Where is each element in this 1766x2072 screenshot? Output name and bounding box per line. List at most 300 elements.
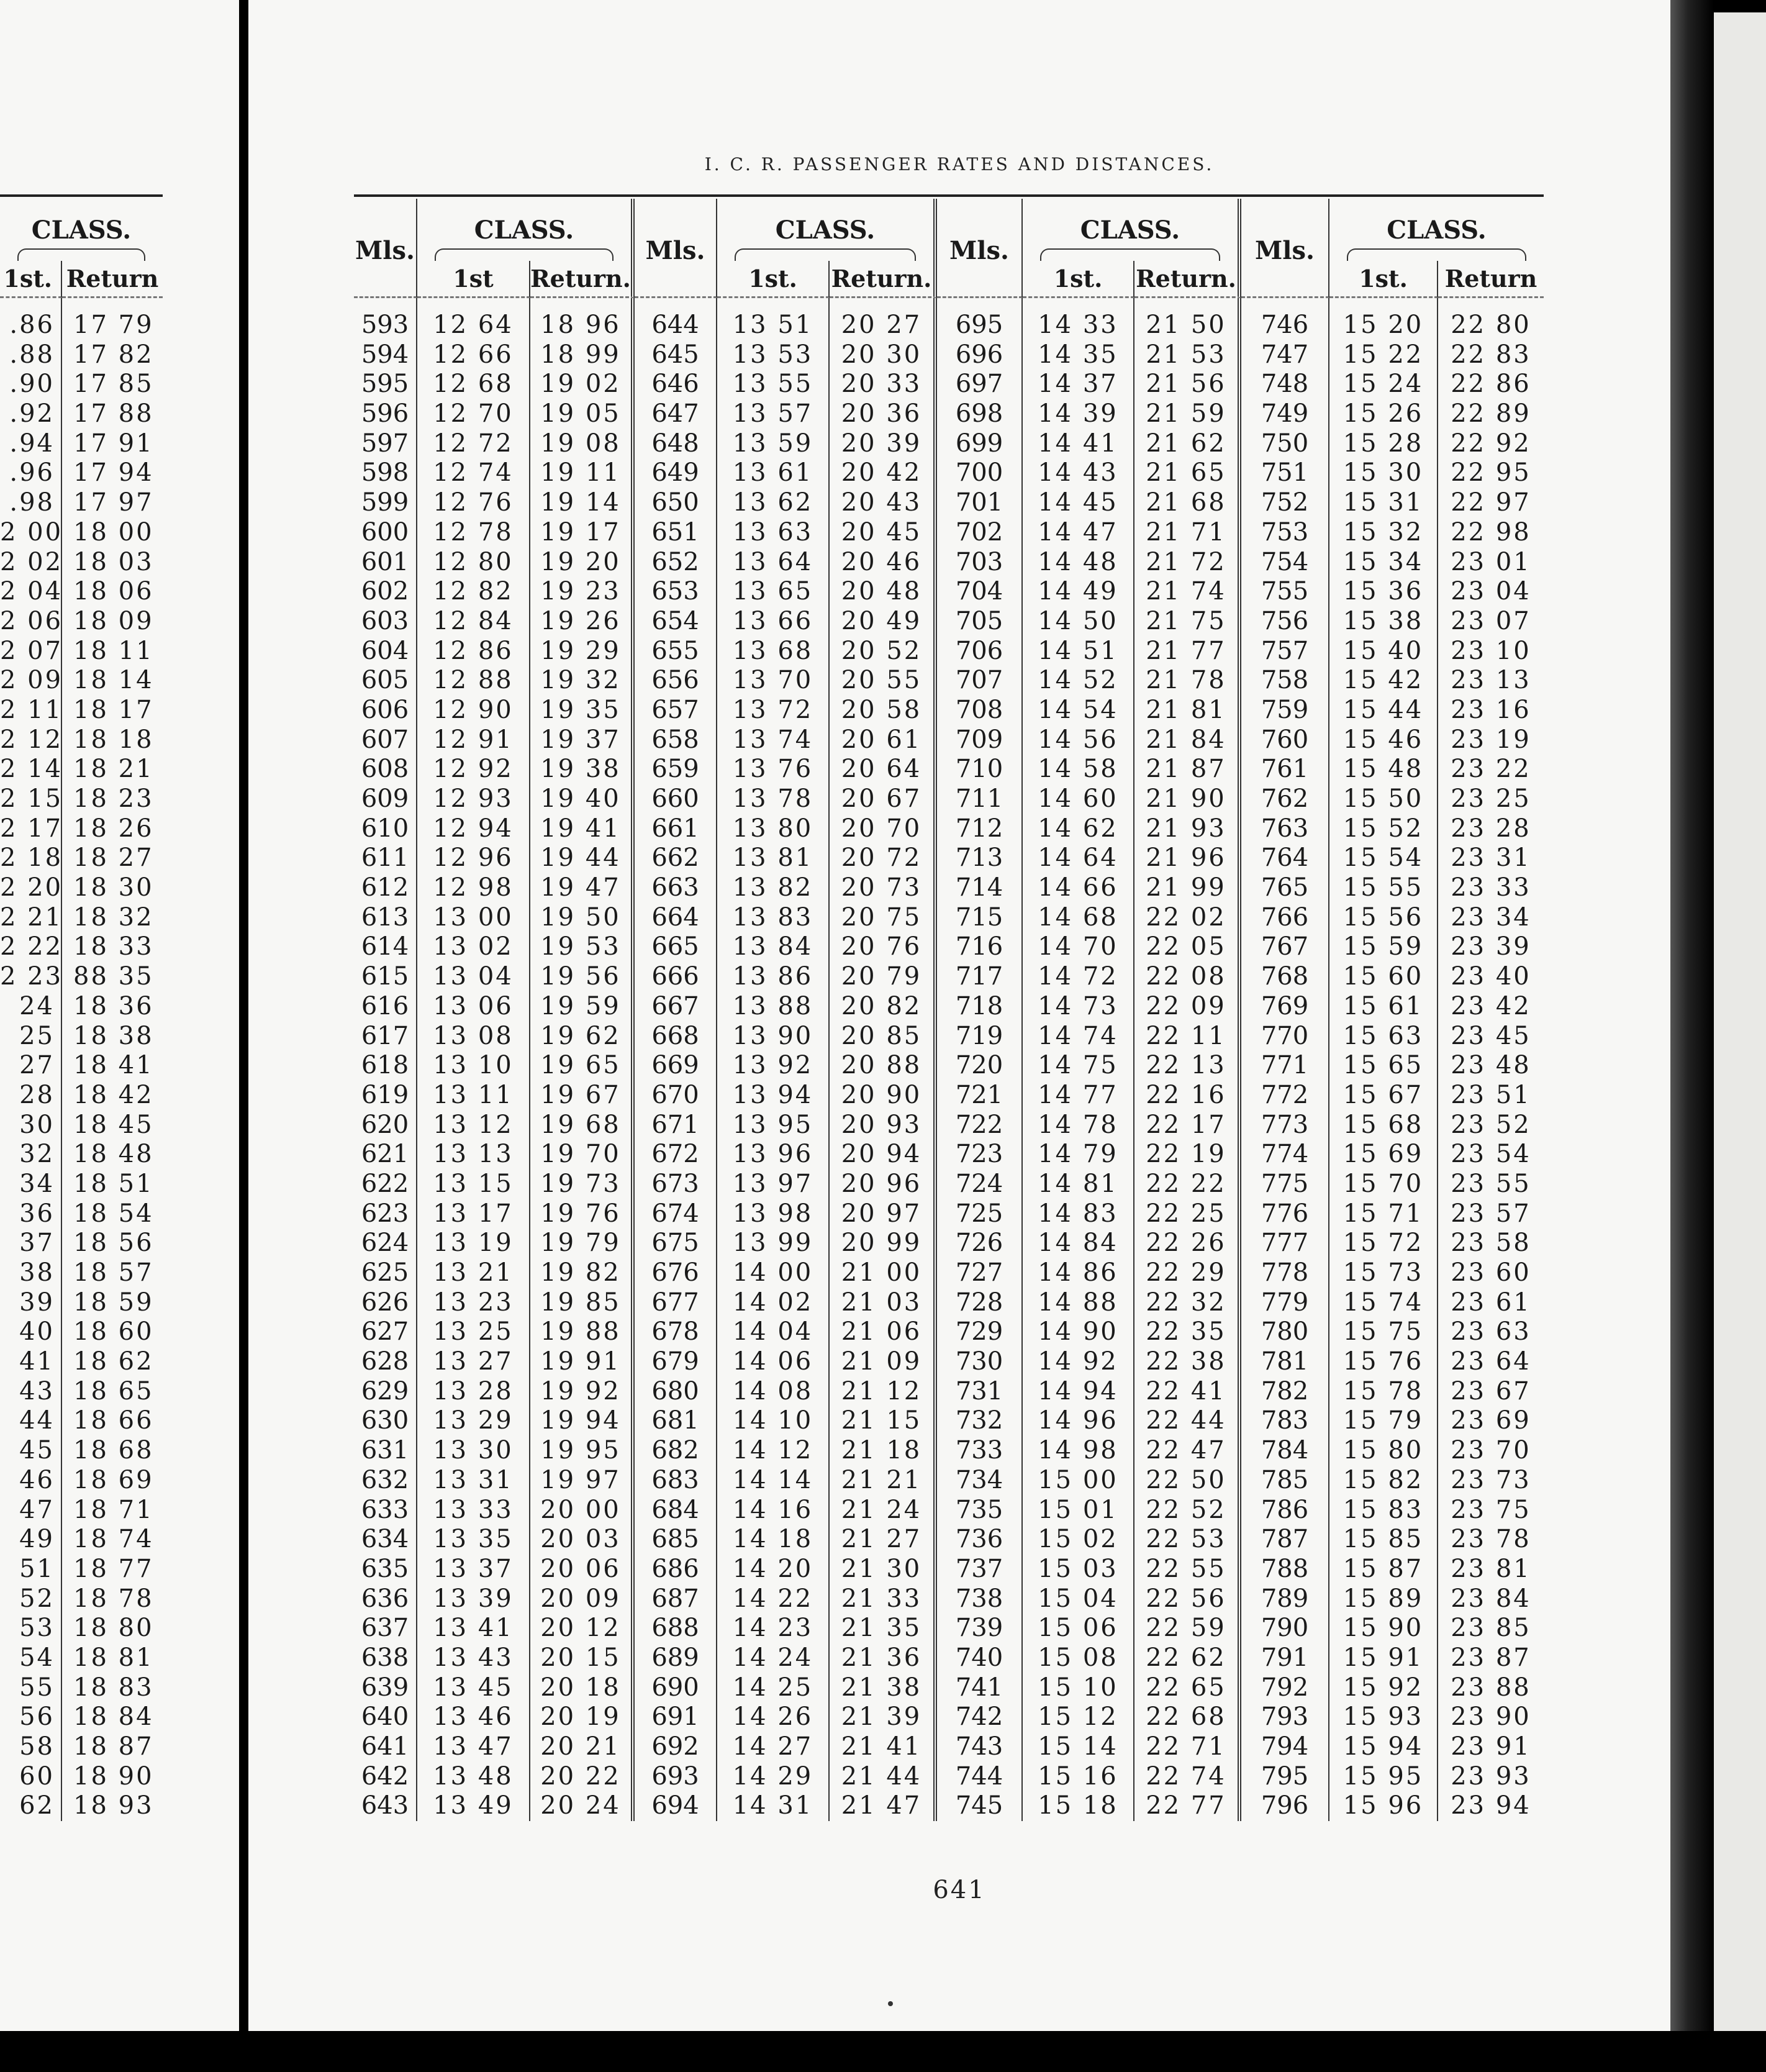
- table-cell: 14 72: [1038, 962, 1118, 991]
- table-cell: 620: [361, 1110, 409, 1139]
- table-cell: 23 16: [1451, 695, 1531, 724]
- table-cell: 21 09: [841, 1347, 922, 1376]
- table-cell: 21 35: [841, 1614, 922, 1643]
- table-cell: 23 42: [1451, 991, 1531, 1020]
- table-cell: 23 87: [1451, 1643, 1531, 1672]
- table-cell: 796: [1261, 1791, 1309, 1820]
- table-cell: 22 32: [1146, 1288, 1226, 1317]
- table-cell: 19 14: [540, 488, 621, 517]
- table-cell: 15 54: [1343, 843, 1424, 873]
- table-cell: 18 69: [73, 1465, 154, 1494]
- table-cell: 19 44: [540, 843, 621, 873]
- class-label-2: CLASS.: [775, 216, 876, 245]
- table-cell: 772: [1261, 1080, 1309, 1109]
- table-cell: 684: [651, 1495, 699, 1524]
- table-cell: 20 39: [841, 429, 922, 458]
- table-cell: 13 19: [433, 1229, 514, 1258]
- table-cell: 13 62: [732, 488, 813, 517]
- table-cell: 12 88: [433, 666, 514, 695]
- table-cell: 704: [955, 577, 1003, 606]
- table-cell: 762: [1261, 784, 1309, 813]
- table-cell: 18 56: [73, 1229, 154, 1258]
- table-cell: 14 12: [732, 1436, 813, 1465]
- table-cell: 724: [955, 1169, 1003, 1198]
- table-cell: 18 11: [73, 636, 154, 665]
- table-cell: 737: [955, 1554, 1003, 1583]
- table-cell: 20 85: [841, 1021, 922, 1050]
- table-cell: 22 92: [1451, 429, 1531, 458]
- table-cell: 759: [1261, 695, 1309, 724]
- table-cell: 21 44: [841, 1761, 922, 1791]
- table-cell: 22 55: [1146, 1554, 1226, 1583]
- table-cell: 38: [19, 1258, 55, 1287]
- table-cell: 15 79: [1343, 1406, 1424, 1435]
- table-cell: 23 48: [1451, 1051, 1531, 1080]
- table-cell: 32: [19, 1140, 55, 1169]
- table-cell: 2 09: [0, 666, 63, 695]
- table-cell: 23 75: [1451, 1495, 1531, 1524]
- table-cell: 609: [361, 784, 409, 813]
- table-cell: 22 05: [1146, 932, 1226, 961]
- table-cell: 689: [651, 1643, 699, 1672]
- table-cell: 753: [1261, 517, 1309, 547]
- table-cell: 14 39: [1038, 399, 1118, 429]
- table-cell: 21 53: [1146, 340, 1226, 369]
- table-cell: 19 29: [540, 636, 621, 665]
- table-cell: 634: [361, 1525, 409, 1554]
- table-cell: 20 97: [841, 1199, 922, 1228]
- table-cell: 12 93: [433, 784, 514, 813]
- table-cell: 18 99: [540, 340, 621, 369]
- table-cell: 691: [651, 1702, 699, 1732]
- table-cell: 22 17: [1146, 1110, 1226, 1139]
- table-cell: 20 18: [540, 1673, 621, 1702]
- first-column-2: [717, 298, 830, 1821]
- table-cell: 18 87: [73, 1732, 154, 1761]
- table-cell: 13 06: [433, 991, 514, 1020]
- table-cell: 755: [1261, 577, 1309, 606]
- table-cell: 20 43: [841, 488, 922, 517]
- table-cell: 23 07: [1451, 606, 1531, 635]
- table-cell: 15 96: [1343, 1791, 1424, 1820]
- table-cell: 12 74: [433, 458, 514, 488]
- table-cell: 12 64: [433, 311, 514, 339]
- table-cell: 34: [19, 1169, 55, 1198]
- table-cell: 13 27: [433, 1347, 514, 1376]
- table-cell: 14 18: [732, 1525, 813, 1554]
- table-cell: 13 53: [732, 340, 813, 369]
- table-cell: 632: [361, 1465, 409, 1494]
- table-cell: 604: [361, 636, 409, 665]
- table-cell: 13 48: [433, 1761, 514, 1791]
- table-cell: 738: [955, 1584, 1003, 1613]
- table-cell: 627: [361, 1317, 409, 1347]
- table-cell: 13 65: [732, 577, 813, 606]
- table-cell: 603: [361, 606, 409, 635]
- table-cell: 45: [19, 1436, 55, 1465]
- table-cell: 13 39: [433, 1584, 514, 1613]
- table-cell: 21 87: [1146, 755, 1226, 784]
- table-cell: 23 88: [1451, 1673, 1531, 1702]
- table-cell: 780: [1261, 1317, 1309, 1347]
- table-cell: .90: [9, 370, 55, 399]
- table-cell: 739: [955, 1614, 1003, 1643]
- table-cell: 21 56: [1146, 370, 1226, 399]
- table-cell: 14 48: [1038, 547, 1118, 576]
- table-cell: 2 23: [0, 962, 63, 991]
- table-cell: 779: [1261, 1288, 1309, 1317]
- table-cell: 727: [955, 1258, 1003, 1287]
- left-class-heading: [0, 199, 163, 261]
- table-cell: 15 89: [1343, 1584, 1424, 1613]
- table-cell: 21 00: [841, 1258, 922, 1287]
- table-cell: 15 93: [1343, 1702, 1424, 1732]
- table-cell: 660: [651, 784, 699, 813]
- table-cell: 606: [361, 695, 409, 724]
- table-cell: 687: [651, 1584, 699, 1613]
- table-cell: 20 00: [540, 1495, 621, 1524]
- table-cell: 13 88: [732, 991, 813, 1020]
- table-cell: 51: [19, 1554, 55, 1583]
- table-cell: 14 20: [732, 1554, 813, 1583]
- left-class-brace: [17, 248, 145, 261]
- table-cell: 15 40: [1343, 636, 1424, 665]
- table-cell: 88 35: [73, 962, 154, 991]
- table-cell: 18 83: [73, 1673, 154, 1702]
- table-cell: 633: [361, 1495, 409, 1524]
- left-return-heading: Return: [62, 261, 163, 298]
- table-cell: 19 37: [540, 725, 621, 754]
- table-cell: 55: [19, 1673, 55, 1702]
- table-cell: 661: [651, 814, 699, 843]
- table-cell: 710: [955, 755, 1003, 784]
- table-cell: 22 68: [1146, 1702, 1226, 1732]
- table-cell: 616: [361, 991, 409, 1020]
- table-cell: 18 33: [73, 932, 154, 961]
- table-cell: 615: [361, 962, 409, 991]
- table-cell: 19 35: [540, 695, 621, 724]
- table-cell: 658: [651, 725, 699, 754]
- table-cell: 14 68: [1038, 902, 1118, 932]
- table-cell: 23 39: [1451, 932, 1531, 961]
- table-cell: .98: [9, 488, 55, 517]
- table-cell: 20 19: [540, 1702, 621, 1732]
- table-cell: 23 67: [1451, 1376, 1531, 1406]
- table-cell: 18 41: [73, 1051, 154, 1080]
- table-cell: 679: [651, 1347, 699, 1376]
- table-cell: 22 44: [1146, 1406, 1226, 1435]
- table-cell: 733: [955, 1436, 1003, 1465]
- table-cell: 22 80: [1451, 311, 1531, 339]
- table-cell: 19 95: [540, 1436, 621, 1465]
- table-cell: 14 22: [732, 1584, 813, 1613]
- table-cell: 21 41: [841, 1732, 922, 1761]
- table-cell: 776: [1261, 1199, 1309, 1228]
- table-cell: 754: [1261, 547, 1309, 576]
- table-cell: 758: [1261, 666, 1309, 695]
- table-cell: 745: [955, 1791, 1003, 1820]
- table-cell: 15 28: [1343, 429, 1424, 458]
- table-cell: 625: [361, 1258, 409, 1287]
- class-heading-3: [1023, 199, 1241, 261]
- table-cell: 685: [651, 1525, 699, 1554]
- table-cell: 2 22: [0, 932, 63, 961]
- mls-column-2: [635, 298, 717, 1821]
- table-cell: 790: [1261, 1614, 1309, 1643]
- table-cell: 22 98: [1451, 517, 1531, 547]
- table-cell: 793: [1261, 1702, 1309, 1732]
- left-page-fragment: [0, 0, 239, 2031]
- table-cell: 21 78: [1146, 666, 1226, 695]
- table-cell: 23 60: [1451, 1258, 1531, 1287]
- table-cell: 670: [651, 1080, 699, 1109]
- table-cell: 22 09: [1146, 991, 1226, 1020]
- table-cell: 18 06: [73, 577, 154, 606]
- table-cell: 721: [955, 1080, 1003, 1109]
- table-cell: 36: [19, 1199, 55, 1228]
- table-cell: 56: [19, 1702, 55, 1732]
- table-cell: 599: [361, 488, 409, 517]
- table-cell: 19 73: [540, 1169, 621, 1198]
- table-cell: 13 30: [433, 1436, 514, 1465]
- mls-heading-3: Mls.: [937, 199, 1023, 298]
- table-cell: 23 69: [1451, 1406, 1531, 1435]
- table-cell: 13 95: [732, 1110, 813, 1139]
- table-cell: 642: [361, 1761, 409, 1791]
- return-heading-2: Return.: [830, 261, 937, 298]
- table-cell: 15 14: [1038, 1732, 1118, 1761]
- table-cell: 15 85: [1343, 1525, 1424, 1554]
- table-cell: 784: [1261, 1436, 1309, 1465]
- table-cell: 674: [651, 1199, 699, 1228]
- table-cell: 13 90: [732, 1021, 813, 1050]
- return-column-1: [530, 298, 635, 1821]
- table-cell: 18 45: [73, 1110, 154, 1139]
- table-cell: 15 65: [1343, 1051, 1424, 1080]
- table-cell: 17 88: [73, 399, 154, 429]
- table-cell: 20 46: [841, 547, 922, 576]
- table-cell: 677: [651, 1288, 699, 1317]
- mls-heading-1: Mls.: [354, 199, 417, 298]
- table-cell: 13 70: [732, 666, 813, 695]
- table-cell: 23 33: [1451, 873, 1531, 902]
- table-cell: 752: [1261, 488, 1309, 517]
- mls-column-4: [1241, 298, 1329, 1821]
- table-cell: 669: [651, 1051, 699, 1080]
- table-cell: 15 94: [1343, 1732, 1424, 1761]
- table-cell: 15 55: [1343, 873, 1424, 902]
- class-brace-1: [435, 248, 614, 261]
- table-cell: 21 72: [1146, 547, 1226, 576]
- table-cell: 646: [651, 370, 699, 399]
- table-cell: 13 00: [433, 902, 514, 932]
- table-cell: 20 67: [841, 784, 922, 813]
- table-cell: 19 32: [540, 666, 621, 695]
- table-cell: 729: [955, 1317, 1003, 1347]
- table-cell: 13 66: [732, 606, 813, 635]
- table-cell: 24: [19, 991, 55, 1020]
- table-cell: 19 02: [540, 370, 621, 399]
- table-cell: 15 34: [1343, 547, 1424, 576]
- table-cell: 14 79: [1038, 1140, 1118, 1169]
- table-cell: 740: [955, 1643, 1003, 1672]
- table-cell: 14 56: [1038, 725, 1118, 754]
- table-cell: 22 71: [1146, 1732, 1226, 1761]
- table-cell: 13 82: [732, 873, 813, 902]
- table-cell: 768: [1261, 962, 1309, 991]
- table-cell: 23 52: [1451, 1110, 1531, 1139]
- first-heading-3: 1st.: [1023, 261, 1134, 298]
- table-cell: 18 65: [73, 1376, 154, 1406]
- table-cell: 593: [361, 311, 409, 339]
- table-cell: 662: [651, 843, 699, 873]
- table-cell: 2 02: [0, 547, 63, 576]
- table-cell: 18 36: [73, 991, 154, 1020]
- table-cell: 656: [651, 666, 699, 695]
- table-cell: 18 93: [73, 1791, 154, 1820]
- table-cell: 707: [955, 666, 1003, 695]
- table-cell: 13 94: [732, 1080, 813, 1109]
- table-cell: 13 23: [433, 1288, 514, 1317]
- table-cell: 13 80: [732, 814, 813, 843]
- table-cell: 14 47: [1038, 517, 1118, 547]
- table-cell: 62: [19, 1791, 55, 1820]
- table-cell: 20 27: [841, 311, 922, 339]
- table-cell: 22 26: [1146, 1229, 1226, 1258]
- table-cell: 680: [651, 1376, 699, 1406]
- table-cell: 23 61: [1451, 1288, 1531, 1317]
- table-cell: 13 59: [732, 429, 813, 458]
- table-cell: 15 44: [1343, 695, 1424, 724]
- table-cell: 14 96: [1038, 1406, 1118, 1435]
- table-cell: 15 63: [1343, 1021, 1424, 1050]
- table-cell: 43: [19, 1376, 55, 1406]
- table-cell: 18 18: [73, 725, 154, 754]
- table-cell: 13 12: [433, 1110, 514, 1139]
- table-cell: 717: [955, 962, 1003, 991]
- table-cell: 701: [955, 488, 1003, 517]
- table-cell: 18 09: [73, 606, 154, 635]
- table-cell: 18 62: [73, 1347, 154, 1376]
- table-cell: 19 08: [540, 429, 621, 458]
- table-cell: 22 83: [1451, 340, 1531, 369]
- table-cell: 18 17: [73, 695, 154, 724]
- table-cell: 13 63: [732, 517, 813, 547]
- table-cell: 18 59: [73, 1288, 154, 1317]
- table-cell: 14 86: [1038, 1258, 1118, 1287]
- table-cell: 14 08: [732, 1376, 813, 1406]
- table-cell: 22 65: [1146, 1673, 1226, 1702]
- table-cell: 22 02: [1146, 902, 1226, 932]
- return-heading-4: Return: [1438, 261, 1544, 298]
- table-cell: 18 42: [73, 1080, 154, 1109]
- table-cell: 20 21: [540, 1732, 621, 1761]
- table-cell: 672: [651, 1140, 699, 1169]
- table-cell: 700: [955, 458, 1003, 488]
- table-cell: 13 02: [433, 932, 514, 961]
- table-cell: 12 91: [433, 725, 514, 754]
- table-cell: 14 90: [1038, 1317, 1118, 1347]
- table-cell: 23 28: [1451, 814, 1531, 843]
- table-cell: 15 80: [1343, 1436, 1424, 1465]
- table-cell: 15 16: [1038, 1761, 1118, 1791]
- table-cell: 613: [361, 902, 409, 932]
- table-cell: 722: [955, 1110, 1003, 1139]
- table-cell: 15 90: [1343, 1614, 1424, 1643]
- table-cell: 14 25: [732, 1673, 813, 1702]
- table-cell: 19 65: [540, 1051, 621, 1080]
- table-cell: 14 41: [1038, 429, 1118, 458]
- table-cell: 598: [361, 458, 409, 488]
- table-cell: 635: [361, 1554, 409, 1583]
- table-cell: 20 36: [841, 399, 922, 429]
- table-cell: 20 48: [841, 577, 922, 606]
- table-cell: 13 68: [732, 636, 813, 665]
- table-cell: 636: [361, 1584, 409, 1613]
- table-cell: 649: [651, 458, 699, 488]
- mls-column-3: [937, 298, 1023, 1821]
- table-cell: 21 36: [841, 1643, 922, 1672]
- table-cell: 699: [955, 429, 1003, 458]
- table-cell: 693: [651, 1761, 699, 1791]
- table-cell: 19 68: [540, 1110, 621, 1139]
- table-cell: 2 21: [0, 902, 63, 932]
- table-cell: 14 00: [732, 1258, 813, 1287]
- table-cell: 23 55: [1451, 1169, 1531, 1198]
- table-cell: 22 38: [1146, 1347, 1226, 1376]
- table-cell: 14 66: [1038, 873, 1118, 902]
- table-cell: 15 82: [1343, 1465, 1424, 1494]
- table-cell: 20 96: [841, 1169, 922, 1198]
- table-cell: 20 64: [841, 755, 922, 784]
- table-cell: 21 12: [841, 1376, 922, 1406]
- table-cell: 13 17: [433, 1199, 514, 1228]
- table-cell: 765: [1261, 873, 1309, 902]
- return-heading-3: Return.: [1134, 261, 1241, 298]
- table-cell: 19 56: [540, 962, 621, 991]
- table-cell: 763: [1261, 814, 1309, 843]
- table-cell: 13 21: [433, 1258, 514, 1287]
- table-cell: 23 45: [1451, 1021, 1531, 1050]
- table-cell: 14 29: [732, 1761, 813, 1791]
- scan-border: [0, 2031, 1766, 2072]
- table-cell: 13 74: [732, 725, 813, 754]
- table-cell: 23 81: [1451, 1554, 1531, 1583]
- table-cell: 22 47: [1146, 1436, 1226, 1465]
- table-cell: 750: [1261, 429, 1309, 458]
- table-cell: 22 35: [1146, 1317, 1226, 1347]
- table-cell: 22 97: [1451, 488, 1531, 517]
- table-cell: 601: [361, 547, 409, 576]
- table-cell: 18 00: [73, 517, 154, 547]
- table-cell: 14 74: [1038, 1021, 1118, 1050]
- table-cell: 13 33: [433, 1495, 514, 1524]
- table-cell: 702: [955, 517, 1003, 547]
- table-cell: 19 85: [540, 1288, 621, 1317]
- table-cell: 607: [361, 725, 409, 754]
- table-cell: 18 14: [73, 666, 154, 695]
- table-cell: 13 29: [433, 1406, 514, 1435]
- table-cell: 611: [361, 843, 409, 873]
- table-cell: 619: [361, 1080, 409, 1109]
- first-heading-1: 1st: [417, 261, 530, 298]
- table-cell: 20 73: [841, 873, 922, 902]
- table-cell: 666: [651, 962, 699, 991]
- table-cell: 13 51: [732, 311, 813, 339]
- class-heading-1: [417, 199, 635, 261]
- table-cell: 12 90: [433, 695, 514, 724]
- table-cell: 13 28: [433, 1376, 514, 1406]
